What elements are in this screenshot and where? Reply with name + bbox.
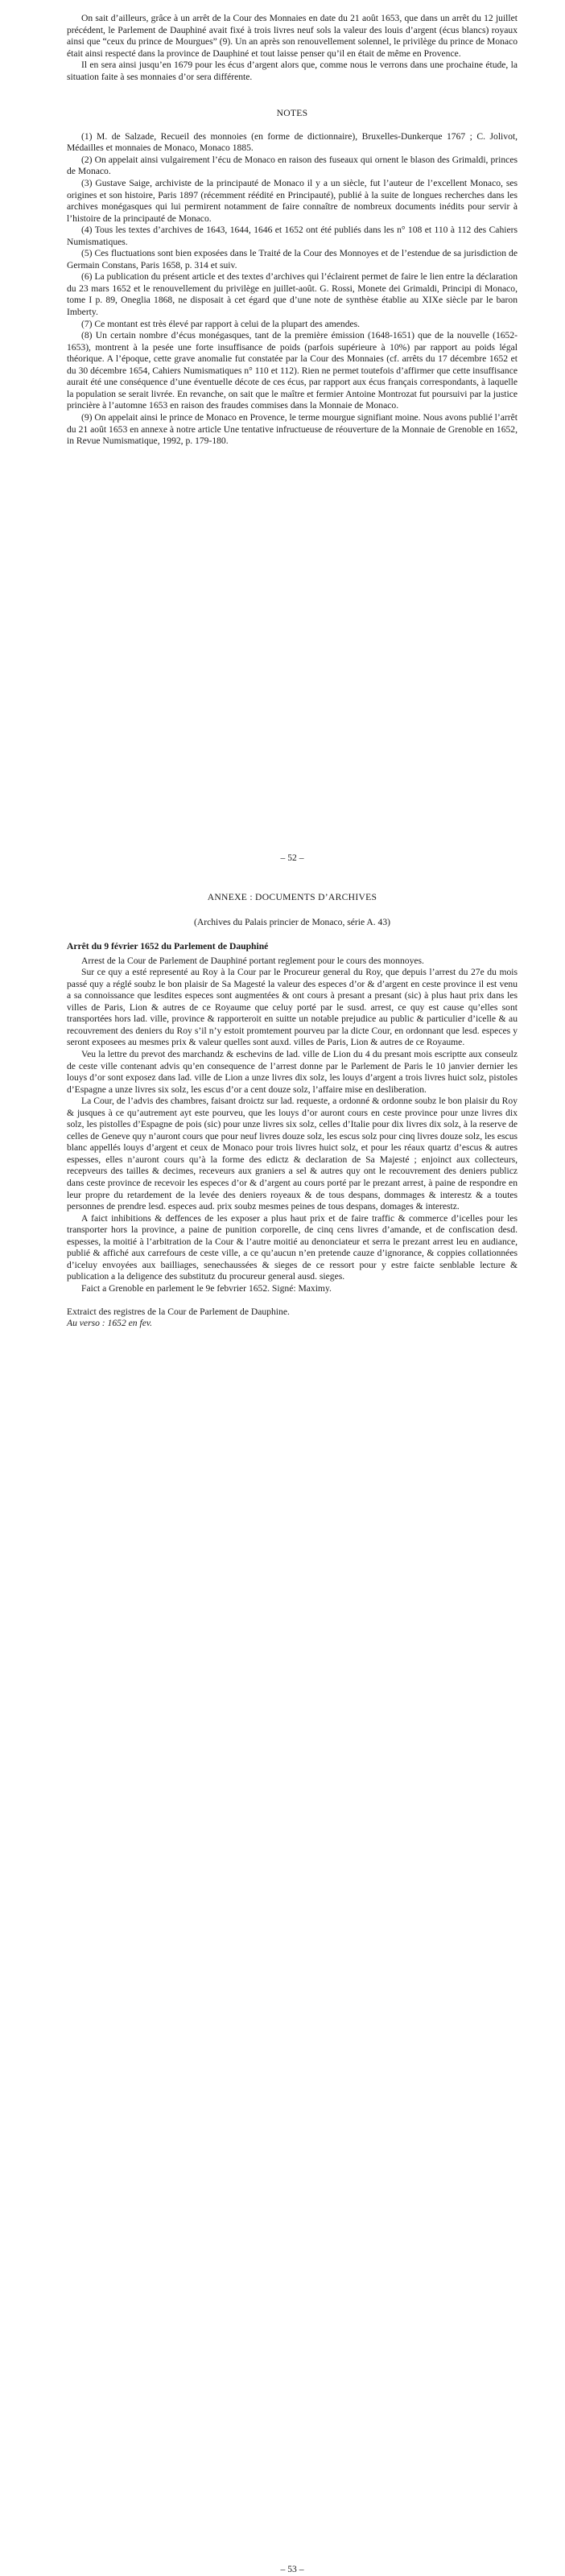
page-number: – 53 –	[280, 2564, 304, 2574]
archive-signature: Faict a Grenoble en parlement le 9e febvrier 1652. Signé: Maximy.	[81, 1282, 332, 1294]
footnote-6: (6) La publication du présent article et des textes d’archives qui l’éclairent permet de faire le lien entre la déclaration du 23 mars 1652 et le renouvellement du privilège en juillet-août. G. Rossi, Monete dei Grimaldi, Principi di Monaco, tome I p. 89, Oneglia 1868, ne disposait à cet égard que d’une note de synthèse établie au XIXe siècle par le baron Imberty.	[67, 271, 518, 318]
body-paragraph: On sait d’ailleurs, grâce à un arrêt de la Cour des Monnaies en date du 21 août 1653, que dans un arrêt du 12 juillet précédent, le Parlement de Dauphiné avait fixé à trois livres neuf sols la valeur des louis d’argent (écus blancs) royaux ainsi que “ceux du prince de Mourgues” (9). Un an après son renouvellement solennel, le privilège du prince de Monaco était ainsi respecté dans la province de Dauphiné et tout laisse penser qu’il en était de même en Provence.	[67, 13, 518, 59]
annex-heading: ANNEXE : DOCUMENTS D’ARCHIVES	[207, 892, 377, 902]
archive-paragraph: Sur ce quy a esté representé au Roy à la Cour par le Procureur general du Roy, que depuis l’arrest du 27e du mois passé quy a réglé soubz le bon plaisir de Sa Magesté la valeur des especes d’or & d’argent en ceste province il est venu a sa connoissance que lesdites especes sont augmentées & ont cours à presant a presant (sic) à plus haut prix dans les villes de Paris, Lion & autres de ce Royaume que celuy porté par le susd. arrest, ce quy est cause qu’elles sont transportées hors lad. ville, province & rapporteroit en suitte un notable prejudice au public & particulier d’icelle & au recouvrement des deniers du Roy s’il n’y estoit promtement pourveu par la dicte Cour, en ordonnant que lesd. especes y seront exposees au mesmes prix & valeur quelles sont auxd. villes de Paris, Lion & autres de ce Royaume.	[67, 967, 518, 1048]
page-number: – 52 –	[280, 852, 304, 863]
archive-paragraph: Arrest de la Cour de Parlement de Dauphiné portant reglement pour le cours des monnoyes.	[81, 955, 424, 966]
document-title: Arrêt du 9 février 1652 du Parlement de Dauphiné	[67, 941, 269, 952]
page-52	[67, 13, 518, 863]
footnote-1: (1) M. de Salzade, Recueil des monnoies (en forme de dictionnaire), Bruxelles-Dunkerque 1767 ; C. Jolivot, Médailles et monnaies de Monaco, Monaco 1885.	[67, 130, 518, 154]
footnote-3: (3) Gustave Saige, archiviste de la principauté de Monaco il y a un siècle, fut l’auteur de l’excellent Monaco, ses origines et son histoire, Paris 1897 (récemment réédité en Principauté), publié à la suite de longues recherches dans les archives monégasques qui lui permirent notamment de faire connaître de nombreux documents inédits pour servir à l’histoire de la principauté de Monaco.	[67, 178, 518, 224]
page-53	[67, 892, 518, 2574]
footnote-5: (5) Ces fluctuations sont bien exposées dans le Traité de la Cour des Monnoyes et de l’estendue de sa jurisdiction de Germain Constans, Paris 1658, p. 314 et suiv.	[67, 248, 518, 270]
body-paragraph: Il en sera ainsi jusqu’en 1679 pour les écus d’argent alors que, comme nous le verrons dans une prochaine étude, la situation faite à ses monnaies d’or sera différente.	[67, 60, 518, 82]
footnote-2: (2) On appelait ainsi vulgairement l’écu de Monaco en raison des fuseaux qui ornent le blason des Grimaldi, princes de Monaco.	[67, 154, 518, 177]
archive-paragraph: La Cour, de l’advis des chambres, faisant droictz sur lad. requeste, a ordonné & ordonne soubz le bon plaisir du Roy & jusques à ce qu’autrement ayt este pourveu, que les louys d’or auront cours en ceste province pour unze livres dix solz, les pistolles d’Espagne de pois (sic) pour unze livres six solz, celles d’Italie pour dix livres dix solz, à la reserve de celles de Geneve quy n’auront cours que pour neuf livres douze solz, les escus solz pour cinq livres douze solz, les escus blanc appellés louys d’argent et ceux de Monaco pour trois livres huict solz, et pour les réaux quartz d’escus & autres espesses, elles n’auront cours qu’à la forme des edictz & declaration de Sa Majesté ; enjoinct aux collecteurs, recepveurs des tailles & decimes, receveurs aux graniers a sel & autres quy ont le recouvrement des deniers publicz dans ceste province de recevoir les especes d’or & d’argent au cours porté par le prezant arrest, à paine de respondre en leur propre du retardement de la levée des deniers royeaux & de tous despans, dommages & interestz & a toutes personnes de prendre lesd. especes aud. prix soubz mesmes peines de tous despans, domages & interestz.	[67, 1096, 518, 1212]
annex-source: (Archives du Palais princier de Monaco, série A. 43)	[193, 916, 391, 927]
archive-paragraph: Veu la lettre du prevot des marchandz & eschevins de lad. ville de Lion du 4 du presant mois escriptte aux conseulz de ceste ville contenant advis qu’en consequence de l’arrest donne par le Parlement de Paris le 10 janvier dernier les louys d’or sont exposez dans lad. ville de Lion a unze livres dix solz, les louys d’argent a trois livres huict solz, pistoles d’Espagne a unze livres six solz, les escus d’or a cent douze solz, l’affaire mise en desliberation.	[67, 1049, 518, 1095]
footnote-4: (4) Tous les textes d’archives de 1643, 1644, 1646 et 1652 ont été publiés dans les n° 108 et 110 à 112 des Cahiers Numismatiques.	[67, 225, 518, 247]
verso-note	[67, 1318, 518, 1330]
footnote-8: (8) Un certain nombre d’écus monégasques, tant de la première émission (1648-1651) que de la nouvelle (1652-1653), montrent à la pesée une forte insuffisance de poids (parfois supérieure à 10%) par rapport au poids légal théorique. A l’époque, cette grave anomalie fut constatée par la Cour des Monnaies (cf. arrêts du 17 décembre 1652 et du 30 décembre 1654, Cahiers Numismatiques n° 110 et 112). Rien ne permet toutefois d’affirmer que cette insuffisance aurait été une conséquence d’une éventuelle décote de ces écus, par rapport aux écus français correspondants, à laquelle la population se serait livrée. En revanche, on sait que le maître et fermier Antoine Montrozat fut poursuivi par la justice princière à l’automne 1653 en raison des fraudes commises dans la Monnaie de Monaco.	[67, 330, 518, 411]
footnote-7: (7) Ce montant est très élevé par rapport à celui de la plupart des amendes.	[81, 318, 361, 329]
verso-text: Au verso : 1652 en fev.	[67, 1318, 153, 1329]
archive-paragraph: A faict inhibitions & deffences de les exposer a plus haut prix et de faire traffic & commerce d’icelles pour les transporter hors la province, a paine de punition corporelle, de cinq cens livres d’amande, et de confiscation desd. espesses, la moitié à l’arbitration de la Cour & l’autre moitié au denonciateur et serra le prezant arrest leu en audiance, publié & affiché aux carrefours de ceste ville, a ce qu’aucun n’en pretende cauze d’ignorance, & coppies collationnées d’iceluy envoyées aux bailliages, senechaussées & sieges de ce ressort pour y estre faicte senblable lecture & publication a la deligence des substitutz du procureur general ausd. sieges.	[67, 1212, 518, 1282]
notes-heading: NOTES	[276, 108, 308, 119]
extract-note: Extraict des registres de la Cour de Parlement de Dauphine.	[67, 1306, 290, 1317]
footnote-9: (9) On appelait ainsi le prince de Monaco en Provence, le terme mourgue signifiant moine. Nous avons publié l’arrêt du 21 août 1653 en annexe à notre article Une tentative infructueuse de réouverture de la Monnaie de Grenoble en 1652, in Revue Numismatique, 1992, p. 179-180.	[67, 411, 518, 447]
